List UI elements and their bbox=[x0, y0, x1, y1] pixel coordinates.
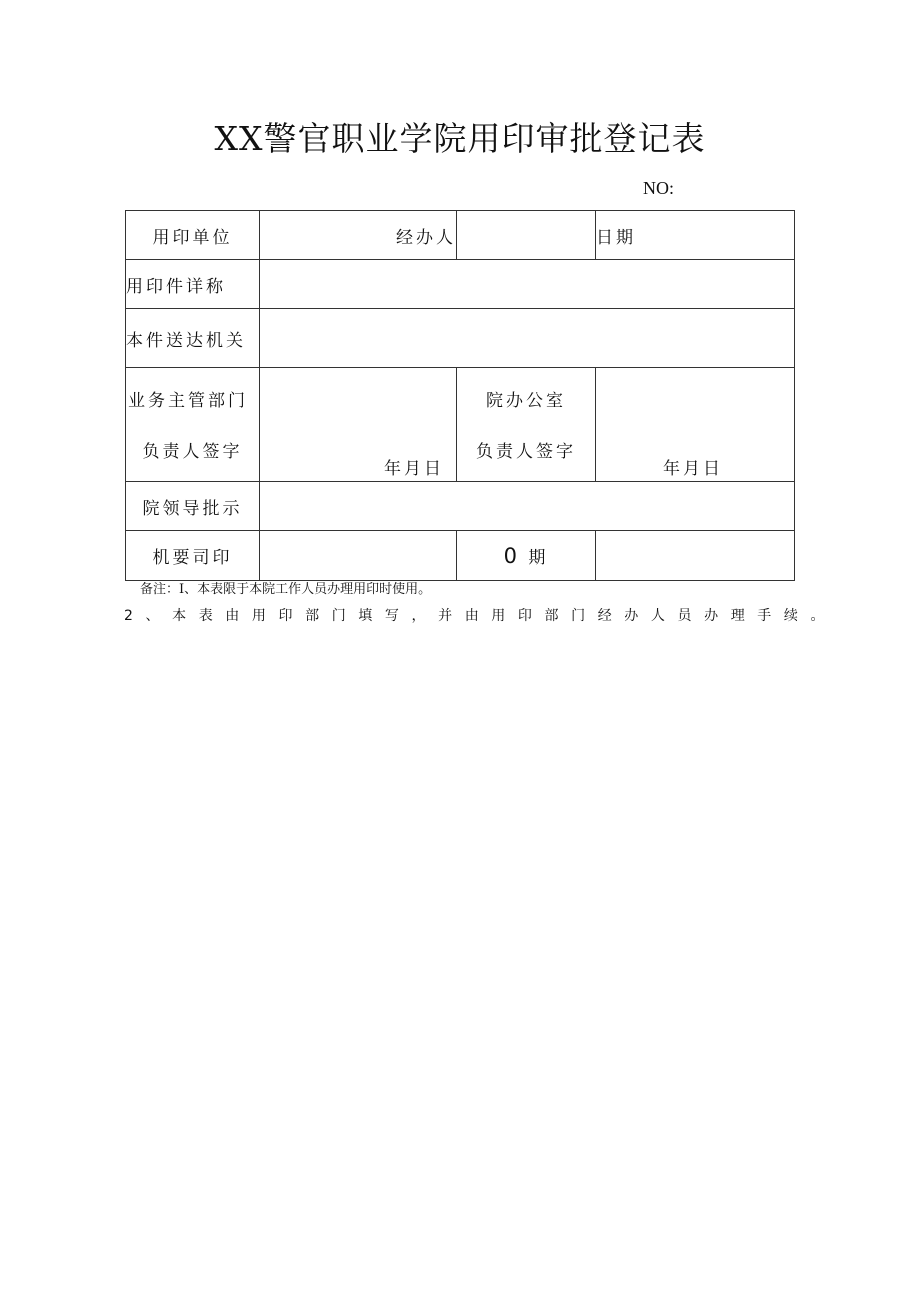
form-row-leader bbox=[126, 482, 795, 531]
form-row-doc-name bbox=[126, 260, 795, 309]
handler-field[interactable] bbox=[457, 211, 596, 260]
recipient-field[interactable] bbox=[260, 309, 795, 368]
dept-label-cell bbox=[126, 368, 260, 482]
dept-date-mark: 年月日 bbox=[384, 459, 444, 479]
dept-label-line1: 业务主管部门 bbox=[128, 391, 248, 411]
note-2: 2、本表由用印部门填写，并由用印部门经办人员办理手续。 bbox=[124, 608, 838, 624]
count-field[interactable] bbox=[596, 531, 795, 581]
form-number-label: NO: bbox=[643, 178, 674, 198]
office-signature-field[interactable] bbox=[596, 368, 795, 482]
seal-label: 机要司印 bbox=[126, 531, 260, 581]
recipient-label: 本件送达机关 bbox=[126, 309, 260, 368]
unit-label: 用印单位 bbox=[126, 211, 260, 260]
form-row-unit bbox=[126, 211, 795, 260]
count-unit: 期 bbox=[528, 548, 549, 568]
form-row-seal bbox=[126, 531, 795, 581]
count-cell bbox=[457, 531, 596, 581]
doc-name-field[interactable] bbox=[260, 260, 795, 309]
note-1: 备注：I、本表限于本院工作人员办理用印时使用。 bbox=[140, 582, 432, 597]
office-label-cell bbox=[457, 368, 596, 482]
dept-label-line2: 负责人签字 bbox=[142, 442, 243, 462]
leader-field[interactable] bbox=[260, 482, 795, 531]
dept-signature-field[interactable] bbox=[260, 368, 457, 482]
count-value: 0 bbox=[503, 544, 520, 568]
seal-field[interactable] bbox=[260, 531, 457, 581]
seal-approval-form bbox=[125, 210, 795, 581]
form-row-recipient bbox=[126, 309, 795, 368]
doc-name-label: 用印件详称 bbox=[126, 260, 260, 309]
date-label: 日期 bbox=[596, 211, 795, 260]
form-row-signatures bbox=[126, 368, 795, 482]
office-label-line1: 院办公室 bbox=[486, 391, 566, 411]
form-title: XX警官职业学院用印审批登记表 bbox=[214, 119, 706, 158]
handler-label: 经办人 bbox=[260, 211, 457, 260]
office-date-mark: 年月日 bbox=[663, 459, 723, 479]
leader-label: 院领导批示 bbox=[126, 482, 260, 531]
office-label-line2: 负责人签字 bbox=[476, 442, 576, 462]
